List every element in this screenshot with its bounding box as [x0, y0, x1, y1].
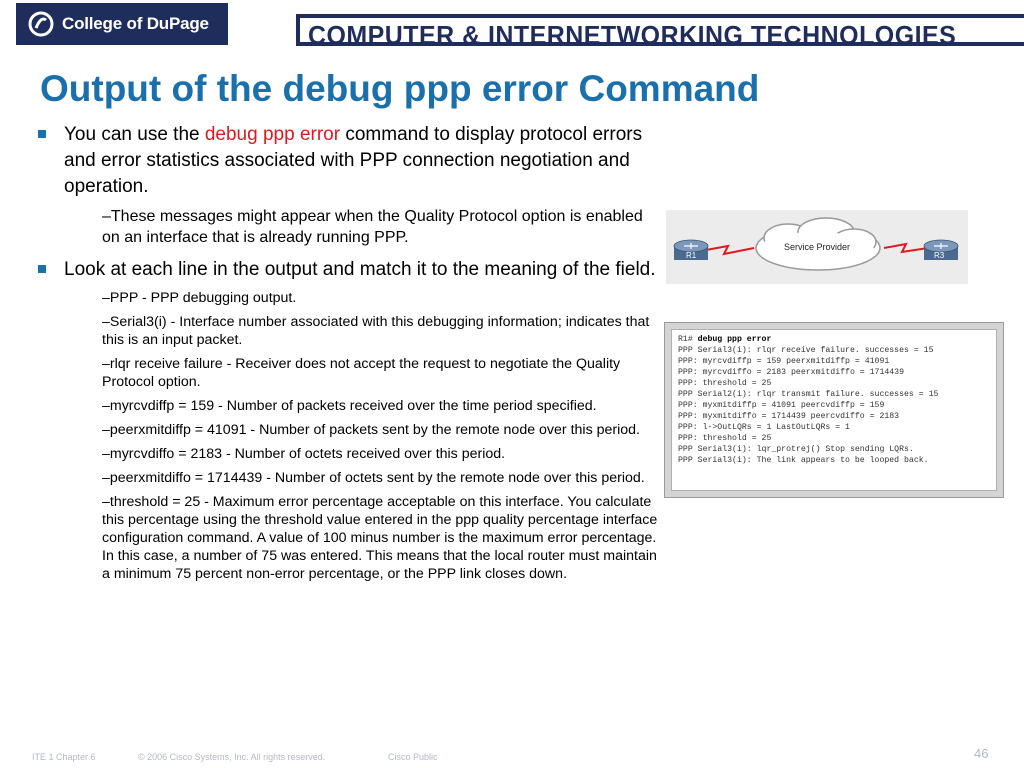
cli-line: PPP: threshold = 25: [678, 379, 772, 388]
command-highlight: debug ppp error: [204, 124, 341, 145]
program-banner: [296, 14, 1024, 46]
network-diagram-svg: [666, 210, 968, 284]
logo-text: College of DuPage: [62, 14, 209, 33]
bullet-1: [38, 122, 658, 200]
cli-line: PPP Serial3(i): lqr_protrej() Stop sending LQRs.: [678, 445, 914, 454]
bullet-1-pre: You can use the: [64, 124, 205, 145]
college-logo-icon: [28, 11, 54, 37]
cli-line: PPP: myrcvdiffp = 159 peerxmitdiffp = 41091: [678, 357, 890, 366]
page-number: 46: [974, 746, 989, 761]
bullet-2-text: Look at each line in the output and match it to the meaning of the field.: [64, 259, 656, 280]
slide-title: Output of the debug ppp error Command: [40, 68, 760, 109]
cli-line: PPP: l->OutLQRs = 1 LastOutLQRs = 1: [678, 423, 850, 432]
sub-bullet: –myrcvdiffp = 159 - Number of packets received over the time period specified.: [102, 398, 597, 414]
footer-chapter: ITE 1 Chapter 6: [32, 752, 96, 762]
sub-bullet: –rlqr receive failure - Receiver does not accept the request to negotiate the Quality Protocol option.: [102, 356, 621, 390]
serial-link-right: [884, 244, 928, 252]
cli-line: PPP Serial2(i): rlqr transmit failure. successes = 15: [678, 390, 939, 399]
bullet-1-post: command to display protocol errors and error statistics associated with PPP connection negotiation and operation.: [64, 124, 643, 197]
cli-line: PPP: threshold = 25: [678, 434, 772, 443]
sub-bullet-quality-protocol: –These messages might appear when the Quality Protocol option is enabled on an interface that is already running PPP.: [102, 208, 643, 246]
bullet-square-icon: [38, 265, 46, 273]
sub-bullet: –peerxmitdiffp = 41091 - Number of packets sent by the remote node over this period.: [102, 422, 640, 438]
cli-line: PPP Serial3(i): rlqr receive failure. successes = 15: [678, 346, 934, 355]
banner-text: COMPUTER & INTERNETWORKING TECHNOLOGIES: [308, 20, 957, 46]
footer-classification: Cisco Public: [388, 752, 438, 762]
sub-bullet: –PPP - PPP debugging output.: [102, 290, 297, 306]
bullet-square-icon: [38, 130, 46, 138]
cli-command: debug ppp error: [697, 335, 772, 344]
network-diagram: [666, 210, 968, 284]
sub-bullet: –threshold = 25 - Maximum error percentage acceptable on this interface. You calculate this percentage using the threshold value entered in the ppp quality percentage interface configuration command. A value of 100 minus number is the maximum error percentage. In this case, a number of 75 was entered. This means that the local router must maintain a minimum 75 percent non-error percentage, or the PPP link closes down.: [102, 494, 658, 582]
slide-body: [38, 122, 658, 589]
cli-line: PPP: myxmitdiffo = 1714439 peercvdiffo = 2183: [678, 412, 900, 421]
cli-prompt: R1#: [678, 335, 698, 344]
slide-header: [0, 0, 1024, 48]
college-logo: [16, 3, 228, 45]
bullet-2: [38, 257, 658, 283]
router-left-label: R1: [686, 251, 697, 260]
cloud-label: Service Provider: [784, 242, 851, 252]
cli-output: [671, 329, 997, 491]
sub-bullet: –Serial3(i) - Interface number associated with this debugging information; indicates that this is an input packet.: [102, 314, 650, 348]
cli-line: PPP: myrcvdiffo = 2183 peerxmitdiffo = 1714439: [678, 368, 905, 377]
footer-copyright: © 2006 Cisco Systems, Inc. All rights reserved.: [138, 752, 326, 762]
sub-bullet: –peerxmitdiffo = 1714439 - Number of octets sent by the remote node over this period.: [102, 470, 645, 486]
cli-line: PPP: myxmitdiffp = 41091 peercvdiffp = 159: [678, 401, 885, 410]
banner-panel: [300, 18, 1024, 46]
serial-link-left: [706, 246, 754, 254]
cli-line: PPP Serial3(i): The link appears to be looped back.: [678, 456, 929, 465]
cli-output-frame: [664, 322, 1004, 498]
sub-bullet: –myrcvdiffo = 2183 - Number of octets received over this period.: [102, 446, 506, 462]
router-right-label: R3: [934, 251, 945, 260]
